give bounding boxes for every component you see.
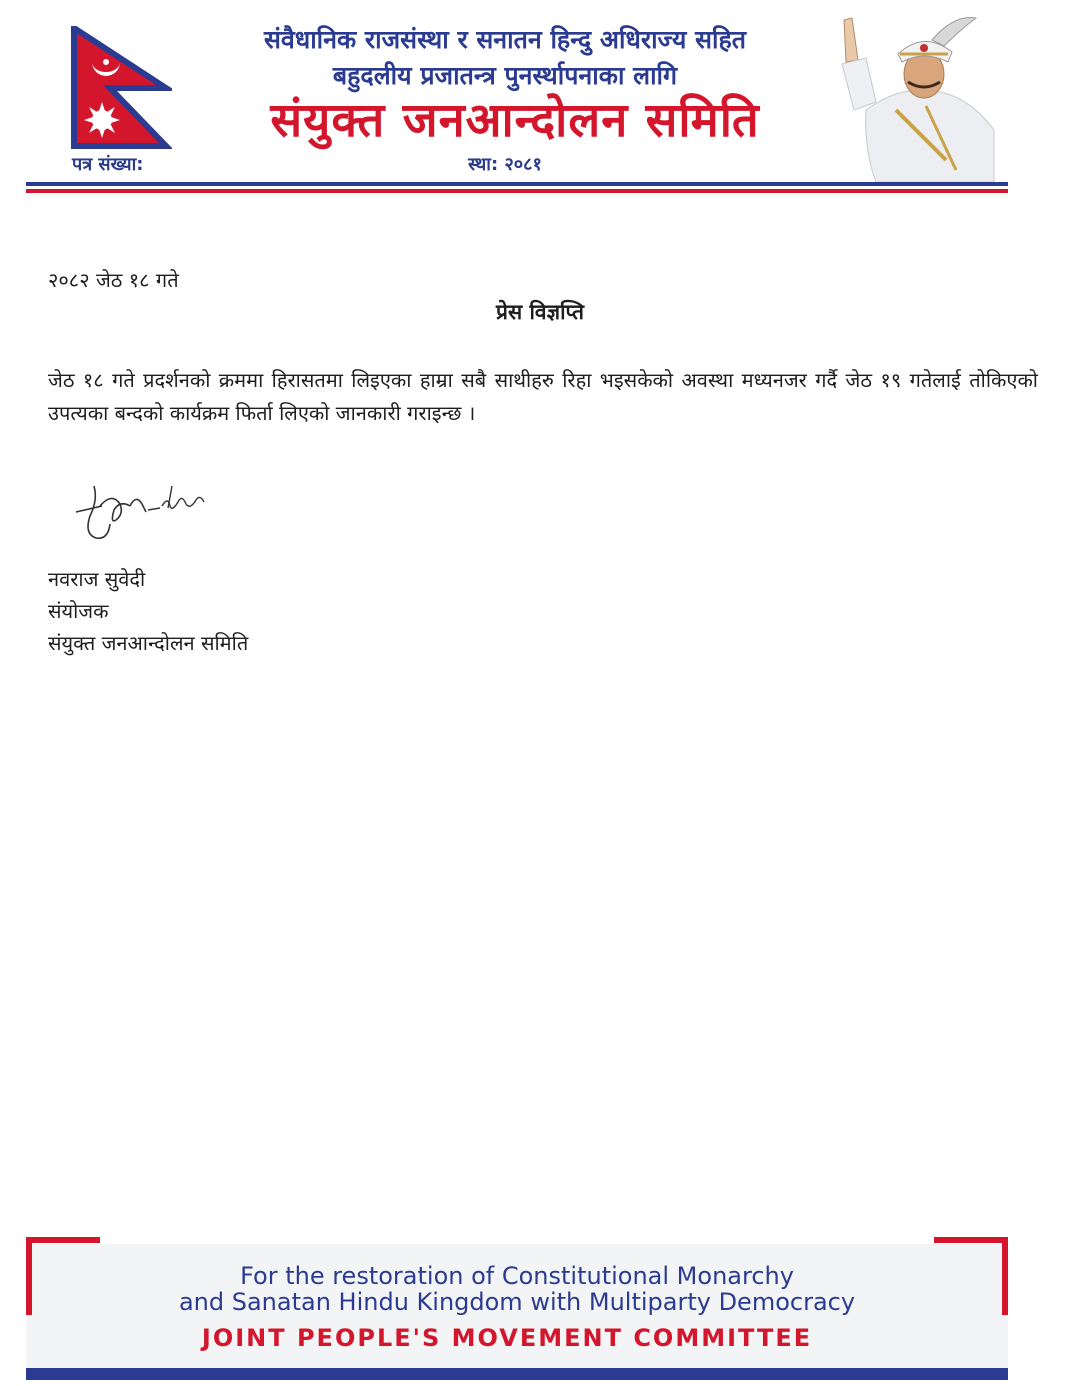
letterhead bbox=[0, 0, 1080, 200]
handwritten-signature-icon bbox=[72, 476, 207, 548]
signatory-name: नवराज सुवेदी bbox=[48, 567, 146, 591]
footer-organization-name: JOINT PEOPLE'S MOVEMENT COMMITTEE bbox=[201, 1324, 813, 1352]
footer-bar bbox=[26, 1368, 1008, 1380]
footer-line-2: and Sanatan Hindu Kingdom with Multiparty Democracy bbox=[178, 1288, 856, 1316]
letter-body: जेठ १८ गते प्रदर्शनको क्रममा हिरासतमा लिइएका हाम्रा सबै साथीहरु रिहा भइसकेको अवस्था मध्यनजर गर्दै जेठ १९ गतेलाई तोकिएको उपत्यका बन्दको कार्यक्रम फिर्ता लिएको जानकारी गराइन्छ । bbox=[48, 368, 1038, 425]
signatory-role: संयोजक bbox=[48, 599, 109, 623]
king-portrait-icon bbox=[836, 10, 996, 182]
signatory-organization: संयुक्त जनआन्दोलन समिति bbox=[48, 631, 249, 655]
footer-line-1: For the restoration of Constitutional Monarchy bbox=[240, 1262, 794, 1290]
established-year: स्था: २०८१ bbox=[468, 154, 542, 175]
organization-title: संयुक्त जनआन्दोलन समिति bbox=[270, 93, 760, 148]
footer bbox=[0, 1230, 1080, 1386]
header-rule-blue bbox=[26, 182, 1008, 186]
letter-subject: प्रेस विज्ञप्ति bbox=[496, 300, 584, 324]
letterhead-line-1: संवैधानिक राजसंस्था र सनातन हिन्दु अधिराज्य सहित bbox=[264, 25, 746, 54]
letterhead-line-2: बहुदलीय प्रजातन्त्र पुनर्स्थापनाका लागि bbox=[332, 61, 678, 90]
reference-number-label: पत्र संख्या: bbox=[72, 154, 144, 175]
letter-date: २०८२ जेठ १८ गते bbox=[48, 268, 179, 292]
header-rule-red bbox=[26, 189, 1008, 193]
